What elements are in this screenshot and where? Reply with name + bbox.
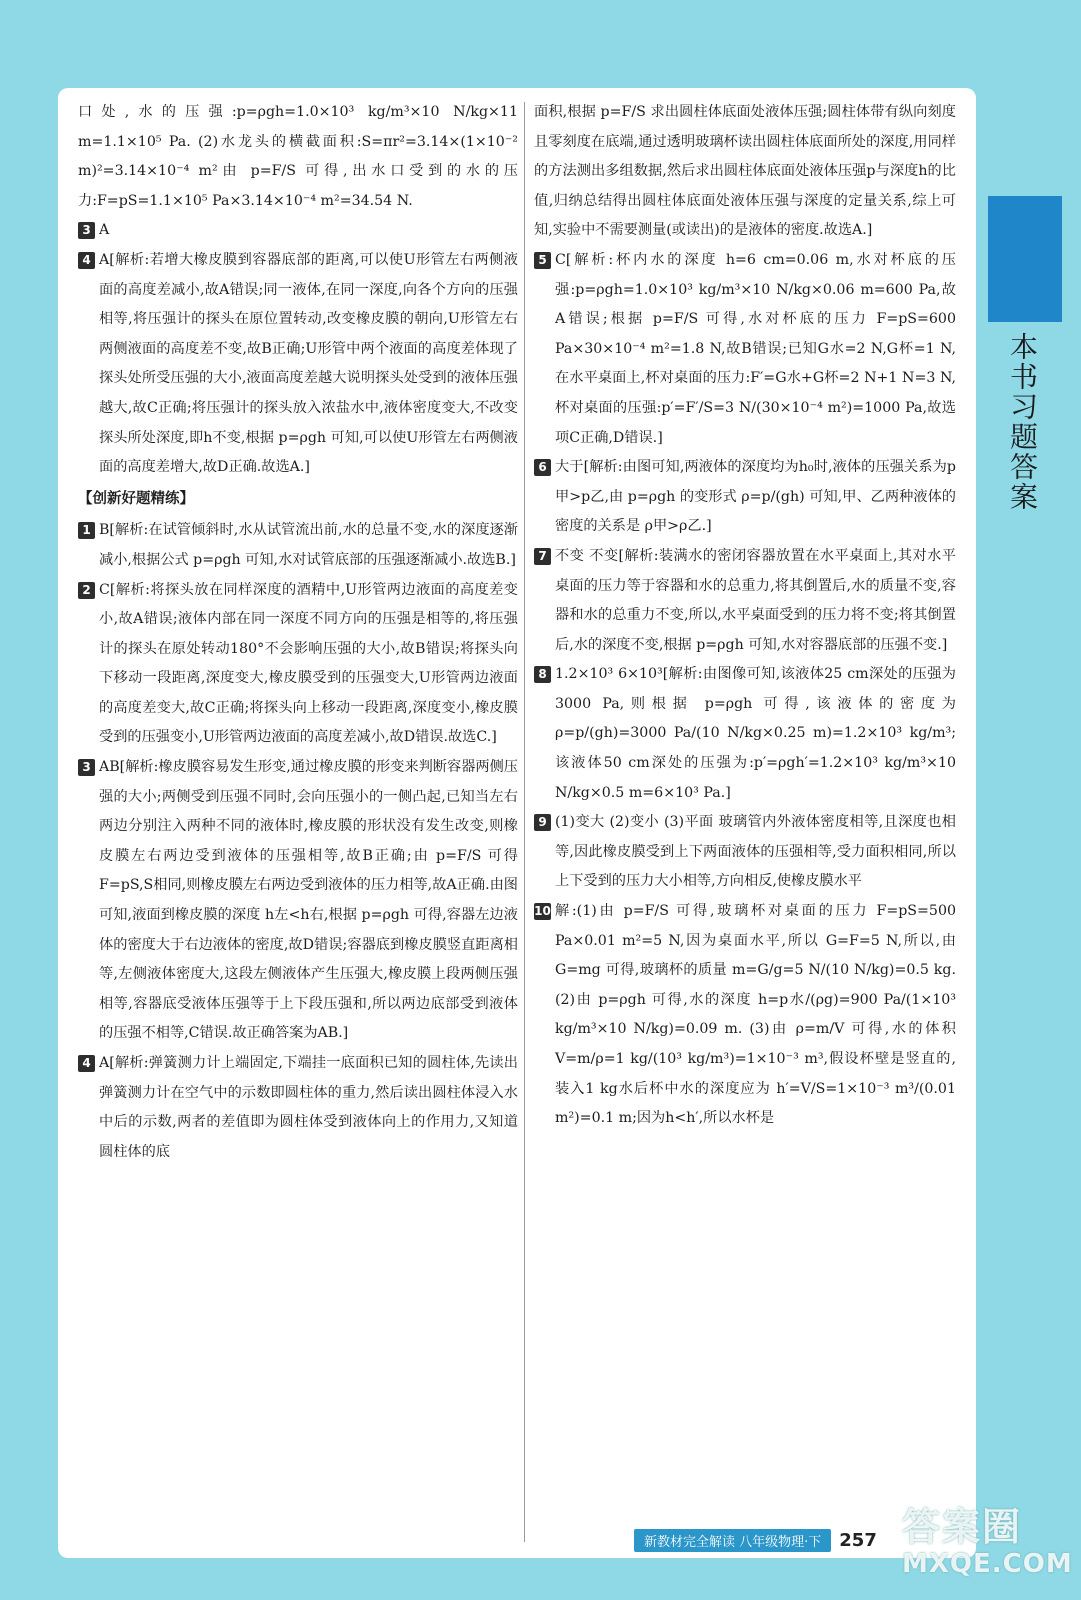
answer-text: B[解析:在试管倾斜时,水从试管流出前,水的总量不变,水的深度逐渐减小,根据公式 p=ρgh 可知,水对试管底部的压强逐渐减小.故选B.] bbox=[99, 522, 518, 568]
answer-item bbox=[78, 576, 518, 754]
answer-item bbox=[78, 246, 518, 483]
answer-item bbox=[78, 216, 518, 246]
answer-text: C[解析:将探头放在同样深度的酒精中,U形管两边液面的高度差变小,故A错误;液体内部在同一深度不同方向的压强是相等的,将压强计的探头在原处转动180°不会影响压强的大小,故B错误;将探头向下移动一段距离,深度变大,橡皮膜受到的压强变大,U形管两边液面的高度差变大,故C正确;将探头向上移动一段距离,深度变小,橡皮膜受到的压强变小,U形管两边液面的高度差减小,故D错误.故选C.] bbox=[99, 581, 518, 746]
page-footer bbox=[634, 1528, 877, 1552]
answer-number: 8 bbox=[534, 666, 551, 683]
answer-item bbox=[534, 453, 956, 542]
column-divider bbox=[524, 102, 525, 1542]
side-label: 本书习题答案 bbox=[1006, 332, 1039, 512]
answer-item bbox=[534, 660, 956, 808]
answer-number: 4 bbox=[78, 1055, 95, 1072]
watermark-url: MXQE.COM bbox=[902, 1549, 1073, 1579]
answer-number: 4 bbox=[78, 252, 95, 269]
left-column bbox=[78, 98, 518, 1167]
answer-item bbox=[534, 808, 956, 897]
answer-item bbox=[534, 542, 956, 660]
watermark-logo bbox=[902, 1505, 1072, 1591]
answer-text: (1)变大 (2)变小 (3)平面 玻璃管内外液体密度相等,且深度也相等,因此橡皮膜受到上下两面液体的压强相等,受力面积相同,所以上下受到的压力大小相等,方向相反,使橡皮膜水平 bbox=[555, 814, 956, 890]
right-intro: 面积,根据 p=F/S 求出圆柱体底面处液体压强;圆柱体带有纵向刻度且零刻度在底端,通过透明玻璃杯读出圆柱体底面所处的深度,用同样的方法测出多组数据,然后求出圆柱体底面处液体压强p与深度h的比值,归纳总结得出圆柱体底面处液体压强与深度的定量关系,综上可知,实验中不需要测量(或读出)的是液体的密度.故选A.] bbox=[534, 104, 956, 239]
page-number: 257 bbox=[839, 1529, 877, 1551]
answer-text: 解:(1)由 p=F/S 可得,玻璃杯对桌面的压力 F=pS=500 Pa×0.01 m²=5 N,因为桌面水平,所以 G=F=5 N,所以,由 G=mg 可得,玻璃杯的质量 m=G/g=5 N/(10 N/kg)=0.5 kg. (2)由 p=ρgh 可得,水的深度 h=p水/(ρg)=900 Pa/(1×10³ kg/m³×10 N/kg)=0.09 m. (3)由 ρ=m/V 可得,水的体积 V=m/ρ=1 kg/(10³ kg/m³)=1×10⁻³ m³,假设杯壁是竖直的,装入1 kg水后杯中水的深度应为 h′=V/S=1×10⁻³ m³/(0.01 m²)=0.1 m;因为h<h′,所以水杯是 bbox=[555, 903, 956, 1127]
answer-number: 6 bbox=[534, 459, 551, 476]
answer-text: 大于[解析:由图可知,两液体的深度均为h₀时,液体的压强关系为p甲>p乙,由 p=ρgh 的变形式 ρ=p/(gh) 可知,甲、乙两种液体的密度的关系是 ρ甲>ρ乙.] bbox=[555, 459, 956, 535]
answer-text: AB[解析:橡皮膜容易发生形变,通过橡皮膜的形变来判断容器两侧压强的大小;两侧受到压强不同时,会向压强小的一侧凸起,已知当左右两边分别注入两种不同的液体时,橡皮膜的形状没有发生改变,则橡皮膜左右两边受到液体的压强相等,故B正确;由 p=F/S 可得 F=pS,S相同,则橡皮膜左右两边受到液体的压力相等,故A正确.由图可知,液面到橡皮膜的深度 h左<h右,根据 p=ρgh 可得,容器左边液体的密度大于右边液体的密度,故D错误;容器底到橡皮膜竖直距离相等,左侧液体密度大,这段左侧液体产生压强大,橡皮膜上段两侧压强相等,容器底受液体压强等于上下段压强和,所以两边底部受到液体的压强不相等,C错误.故正确答案为AB.] bbox=[99, 759, 518, 1042]
answer-item bbox=[78, 516, 518, 575]
section-title: 【创新好题精练】 bbox=[78, 490, 194, 507]
watermark-text: 答案圈 bbox=[902, 1505, 1023, 1549]
answer-item bbox=[78, 753, 518, 1049]
answer-number: 5 bbox=[534, 252, 551, 269]
answer-text: A[解析:弹簧测力计上端固定,下端挂一底面积已知的圆柱体,先读出弹簧测力计在空气中的示数即圆柱体的重力,然后读出圆柱体浸入水中后的示数,两者的差值即为圆柱体受到液体向上的作用力,又知道圆柱体的底 bbox=[99, 1055, 518, 1160]
answer-number: 9 bbox=[534, 814, 551, 831]
answer-number: 2 bbox=[78, 582, 95, 599]
answer-text: 1.2×10³ 6×10³[解析:由图像可知,该液体25 cm深处的压强为3000 Pa,则根据 p=ρgh 可得,该液体的密度为ρ=p/(gh)=3000 Pa/(10 N/kg×0.25 m)=1.2×10³ kg/m³;该液体50 cm深处的压强为:p′=ρgh′=1.2×10³ kg/m³×10 N/kg×0.5 m=6×10³ Pa.] bbox=[555, 666, 956, 801]
answer-text: C[解析:杯内水的深度 h=6 cm=0.06 m,水对杯底的压强:p=ρgh=1.0×10³ kg/m³×10 N/kg×0.06 m=600 Pa,故A错误;根据 p=F/S 可得,水对杯底的压力 F=pS=600 Pa×30×10⁻⁴ m²=1.8 N,故B错误;已知G水=2 N,G杯=1 N,在水平桌面上,杯对桌面的压力:F′=G水+G杯=2 N+1 N=3 N,杯对桌面的压强:p′=F′/S=3 N/(30×10⁻⁴ m²)=1000 Pa,故选项C正确,D错误.] bbox=[555, 251, 956, 446]
answer-number: 3 bbox=[78, 222, 95, 239]
answer-number: 1 bbox=[78, 522, 95, 539]
book-title-band: 新教材完全解读 八年级物理·下 bbox=[634, 1529, 831, 1552]
answer-number: 10 bbox=[534, 904, 551, 919]
answer-number: 7 bbox=[534, 548, 551, 565]
answer-item bbox=[534, 897, 956, 1134]
answer-number: 3 bbox=[78, 759, 95, 776]
answer-text: A[解析:若增大橡皮膜到容器底部的距离,可以使U形管左右两侧液面的高度差减小,故A错误;同一液体,在同一深度,向各个方向的压强相等,将压强计的探头在原位置转动,改变橡皮膜的朝向,U形管左右两侧液面的高度差不变,故B正确;U形管中两个液面的高度差体现了探头处所受压强的大小,液面高度差越大说明探头处受到的液体压强越大,故C正确;将压强计的探头放入浓盐水中,液体密度变大,不改变探头所处深度,即h不变,根据 p=ρgh 可知,可以使U形管左右两侧液面的高度差增大,故D正确.故选A.] bbox=[99, 251, 518, 476]
answer-item bbox=[78, 1049, 518, 1167]
answer-page bbox=[58, 88, 976, 1558]
side-tab bbox=[988, 196, 1062, 322]
answer-item bbox=[534, 246, 956, 453]
left-intro: 口处,水的压强:p=ρgh=1.0×10³ kg/m³×10 N/kg×11 m=1.1×10⁵ Pa. (2)水龙头的横截面积:S=πr²=3.14×(1×10⁻² m)²=3.14×10⁻⁴ m²由 p=F/S 可得,出水口受到的水的压力:F=pS=1.1×10⁵ Pa×3.14×10⁻⁴ m²=34.54 N. bbox=[78, 104, 518, 209]
right-column bbox=[534, 98, 956, 1134]
answer-text: 不变 不变[解析:装满水的密闭容器放置在水平桌面上,其对水平桌面的压力等于容器和水的总重力,将其倒置后,水的质量不变,容器和水的总重力不变,所以,水平桌面受到的压力将不变;将其倒置后,水的深度不变,根据 p=ρgh 可知,水对容器底部的压强不变.] bbox=[555, 547, 956, 653]
answer-text: A bbox=[99, 222, 110, 239]
